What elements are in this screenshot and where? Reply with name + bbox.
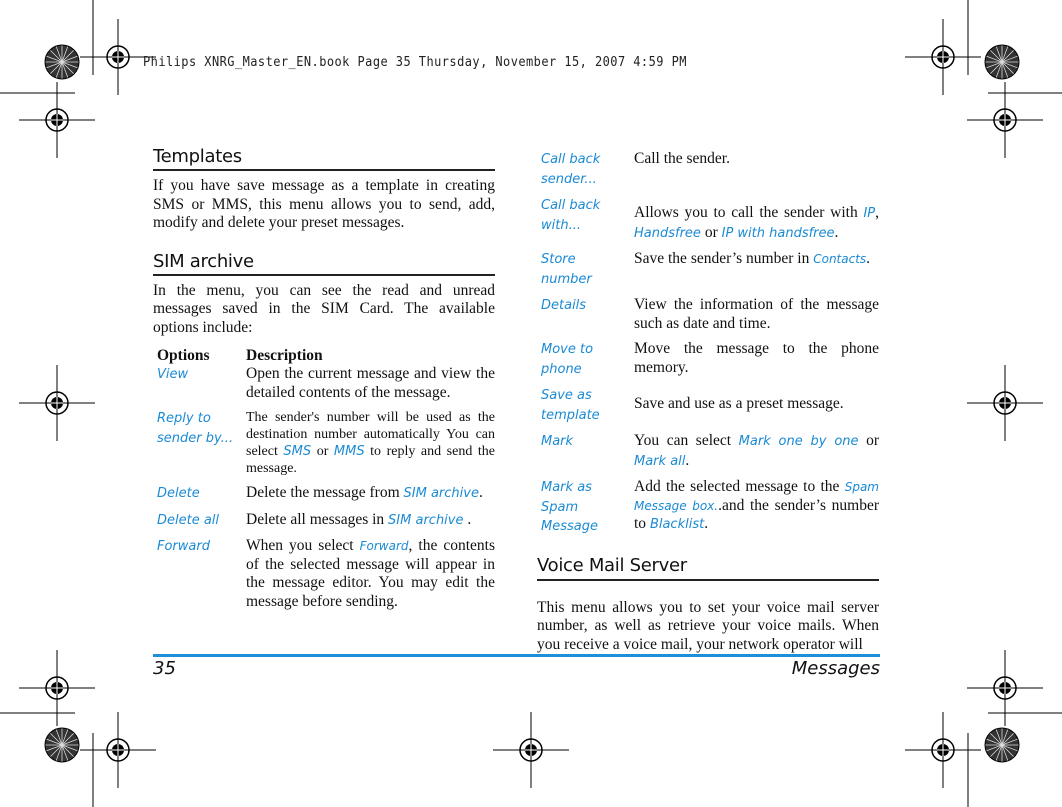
option-name-line: Message — [541, 519, 598, 534]
option-row-view — [153, 365, 495, 409]
option-name-line: number — [541, 271, 592, 287]
desc-text: . — [478, 484, 483, 501]
desc-text: . — [704, 515, 709, 532]
right-column — [537, 150, 879, 654]
blacklist-ref: Blacklist — [649, 517, 705, 532]
desc-text: to reply and send the message. — [246, 444, 495, 476]
chapter-name: Messages — [791, 658, 880, 679]
option-name — [541, 152, 600, 187]
sim-archive-options-table-continued — [537, 150, 879, 537]
option-row-details — [537, 296, 879, 340]
option-row-reply — [153, 409, 495, 484]
option-name: Delete all — [157, 512, 220, 528]
templates-heading: Templates — [153, 146, 495, 171]
desc-text: Save the sender’s number in — [634, 250, 814, 267]
option-description — [246, 409, 495, 484]
page-number: 35 — [153, 658, 176, 679]
desc-text: , the contents of the selected message will appear in the message editor. You may edit the message before sending. — [246, 537, 495, 610]
option-name — [157, 411, 233, 446]
forward-ref: Forward — [359, 539, 409, 553]
option-name: Delete — [157, 486, 200, 501]
option-row-mark — [537, 432, 879, 478]
option-name-line: sender by... — [157, 430, 234, 446]
option-row-mark-as-spam — [537, 478, 879, 537]
option-description — [634, 478, 879, 537]
templates-body: If you have save message as a template in creating SMS or MMS, this menu allows you to send, add, modify and delete your preset messages. — [153, 177, 495, 231]
voice-mail-body: This menu allows you to set your voice mail server number, as well as retrieve your voice mails. When you receive a voice mail, your network operator will — [537, 598, 879, 653]
option-row-move-to-phone — [537, 340, 879, 386]
option-description — [246, 484, 495, 511]
mark-one-ref: Mark one by one — [738, 434, 859, 449]
option-name-line: Call back — [541, 152, 601, 167]
option-name-line: template — [541, 407, 600, 423]
desc-text: . — [463, 510, 472, 528]
sim-archive-body: In the menu, you can see the read and unread messages saved in the SIM Card. The available options include: — [153, 281, 495, 336]
desc-text: The sender's number will be used as the destination number automatically You can select — [246, 410, 495, 459]
option-row-forward — [153, 537, 495, 611]
option-name-line: with... — [541, 217, 581, 233]
option-name: View — [157, 367, 189, 382]
option-description — [246, 511, 495, 538]
option-row-delete — [153, 484, 495, 511]
option-name — [541, 342, 593, 377]
option-name-line: Call back — [541, 198, 601, 213]
contacts-ref: Contacts — [813, 252, 867, 266]
sim-archive-heading: SIM archive — [153, 251, 495, 276]
option-name-line: Reply to — [157, 411, 211, 426]
ip-handsfree-ref: IP with handsfree — [721, 225, 835, 241]
option-name-line: Mark as — [541, 480, 592, 495]
option-description — [634, 196, 879, 250]
mark-all-ref: Mark all — [634, 453, 686, 469]
option-description: Open the current message and view the detailed contents of the message. — [246, 365, 495, 401]
desc-text: Delete all messages in — [246, 510, 389, 528]
desc-text: . — [685, 451, 690, 469]
option-row-save-as-template — [537, 386, 879, 432]
option-name-line: phone — [541, 361, 582, 377]
option-row-call-back — [537, 150, 879, 196]
option-name-line: Spam — [541, 499, 579, 515]
desc-text: When you select — [246, 537, 360, 554]
print-slug: Philips XNRG_Master_EN.book Page 35 Thursday, November 15, 2007 4:59 PM — [143, 55, 687, 70]
option-name — [541, 198, 600, 233]
sim-archive-ref: SIM archive — [403, 486, 479, 501]
desc-text: . — [866, 250, 871, 267]
option-name-line: Store — [541, 252, 576, 267]
desc-text: Allows you to call the sender with — [634, 204, 864, 221]
desc-text: Add the selected message to the — [634, 478, 845, 495]
mms-ref: MMS — [333, 444, 365, 459]
option-name-line: sender... — [541, 171, 597, 187]
option-name: Details — [541, 298, 587, 313]
option-name — [541, 252, 592, 287]
desc-text: Delete the message from — [246, 484, 404, 501]
desc-text: .and the sender’s number to — [634, 496, 879, 532]
option-description — [634, 250, 879, 296]
sim-archive-ref: SIM archive — [388, 512, 464, 528]
option-row-delete-all — [153, 511, 495, 538]
option-description: Save and use as a preset message. — [634, 395, 844, 412]
sms-ref: SMS — [283, 444, 312, 459]
option-row-store-number — [537, 250, 879, 296]
option-name-line: Move to — [541, 342, 594, 357]
option-name: Mark — [541, 434, 574, 449]
ip-ref: IP — [863, 206, 876, 221]
desc-text: , — [875, 204, 879, 221]
option-name — [541, 480, 598, 534]
sim-archive-options-table — [153, 347, 495, 611]
option-description — [634, 432, 879, 478]
handsfree-ref: Handsfree — [634, 225, 701, 241]
option-name: Forward — [157, 539, 210, 554]
description-column-header: Description — [246, 347, 323, 364]
option-name-line: Save as — [541, 388, 592, 403]
left-column — [153, 146, 495, 611]
footer-rule — [153, 654, 880, 657]
option-description — [246, 537, 495, 611]
option-description: Move the message to the phone memory. — [634, 340, 879, 376]
voice-mail-heading: Voice Mail Server — [537, 555, 879, 581]
desc-text: or — [700, 223, 722, 241]
option-row-call-back-with — [537, 196, 879, 250]
desc-text: or — [858, 432, 880, 449]
desc-text: . — [834, 223, 839, 241]
option-description: View the information of the message such as date and time. — [634, 296, 879, 332]
option-name — [541, 388, 600, 423]
spam-box-ref: Spam Message box. — [634, 480, 879, 513]
table-header-row — [153, 347, 495, 365]
desc-text: or — [311, 444, 334, 459]
options-column-header: Options — [157, 347, 210, 364]
desc-text: You can select — [634, 432, 739, 449]
option-description: Call the sender. — [634, 150, 730, 167]
